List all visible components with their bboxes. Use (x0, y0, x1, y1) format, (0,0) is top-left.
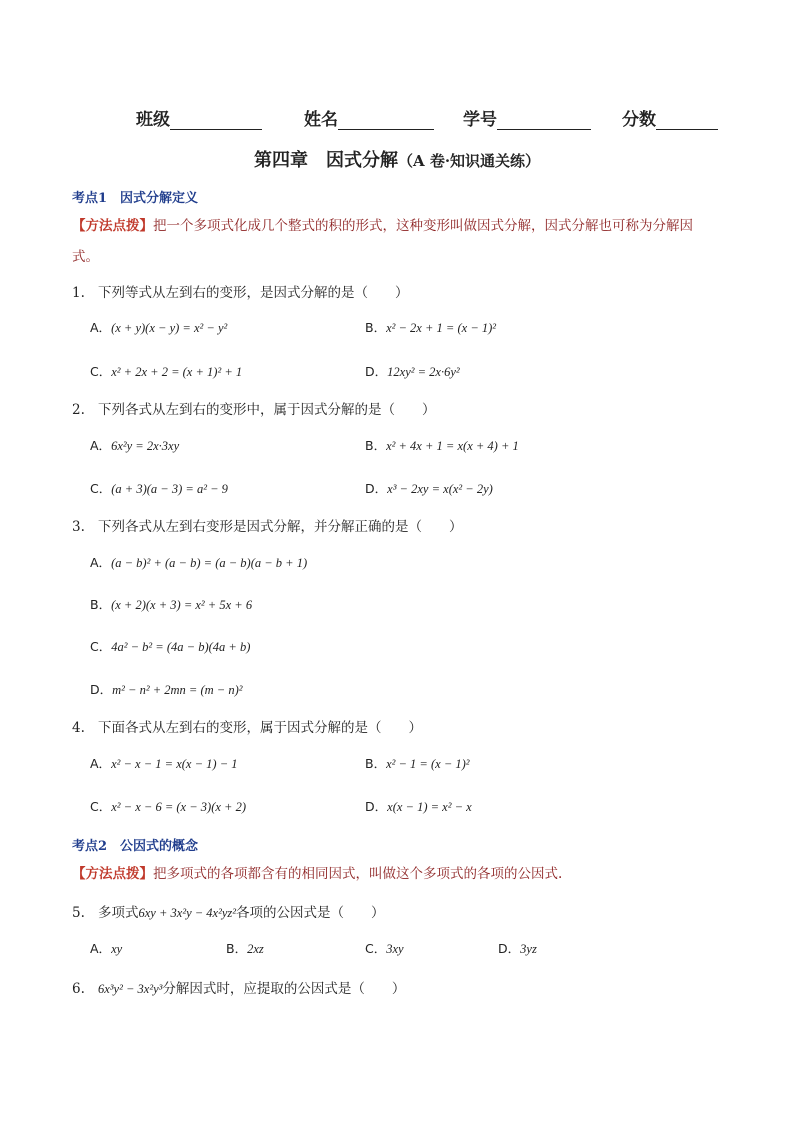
option-text: m² − n² + 2mn = (m − n)² (112, 683, 243, 697)
option-label: B． (365, 320, 387, 335)
q3-option-c[interactable] (90, 637, 250, 655)
option-label: C． (365, 941, 387, 956)
q1-option-c[interactable] (90, 362, 242, 380)
question-number: 3. (72, 519, 85, 535)
q4-option-c[interactable] (90, 797, 246, 815)
q2-option-c[interactable] (90, 479, 228, 497)
question-stem: 下列等式从左到右的变形，是因式分解的是（ ） (98, 285, 409, 301)
option-text: x² + 2x + 2 = (x + 1)² + 1 (111, 365, 243, 379)
tip-tag: 【方法点拨】 (72, 218, 153, 234)
option-text: 12xy² = 2x·6y² (387, 365, 460, 379)
question-number: 6. (72, 981, 85, 997)
option-label: C． (90, 799, 112, 814)
option-text: 3yz (520, 942, 537, 956)
score-field (622, 105, 718, 130)
question-number: 4. (72, 720, 85, 736)
id-label: 学号 (463, 110, 497, 130)
title-main: 第四章 因式分解 (253, 150, 398, 171)
question-stem-math: 6xy + 3x²y − 4x²yz² (138, 906, 237, 920)
option-text: 3xy (386, 942, 404, 956)
option-text: x(x − 1) = x² − x (387, 800, 472, 814)
q5-option-d[interactable] (498, 939, 537, 957)
q4-option-a[interactable] (90, 754, 238, 772)
option-label: D． (365, 481, 388, 496)
question-2 (72, 398, 436, 418)
option-label: A． (90, 320, 112, 335)
class-blank[interactable] (170, 111, 262, 130)
option-label: C． (90, 639, 112, 654)
question-3 (72, 515, 463, 535)
method-tip (72, 213, 693, 239)
tip-tag: 【方法点拨】 (72, 866, 153, 882)
section-heading: 考点1 因式分解定义 (72, 191, 199, 206)
method-tip-cont: 式。 (72, 249, 99, 265)
option-text: (x + y)(x − y) = x² − y² (111, 321, 228, 335)
option-label: D． (498, 941, 521, 956)
option-label: A． (90, 438, 112, 453)
question-stem: 下列各式从左到右变形是因式分解，并分解正确的是（ ） (98, 519, 463, 535)
option-label: D． (365, 364, 388, 379)
q3-option-a[interactable] (90, 553, 307, 571)
class-field (136, 105, 262, 130)
option-label: A． (90, 756, 112, 771)
title-sub: （A 卷·知识通关练） (397, 152, 541, 170)
option-text: 4a² − b² = (4a − b)(4a + b) (111, 640, 251, 654)
option-text: x² − 1 = (x − 1)² (386, 757, 470, 771)
name-blank[interactable] (338, 111, 434, 130)
question-stem-post: 各项的公因式是（ ） (236, 905, 385, 921)
section-heading: 考点2 公因式的概念 (72, 839, 199, 854)
question-stem-pre: 多项式 (98, 905, 139, 921)
option-label: D． (365, 799, 388, 814)
method-tip (72, 861, 562, 887)
score-blank[interactable] (656, 111, 718, 130)
question-6 (72, 977, 405, 997)
q5-option-a[interactable] (90, 939, 122, 957)
question-stem: 下面各式从左到右的变形，属于因式分解的是（ ） (98, 720, 422, 736)
question-stem: 下列各式从左到右的变形中，属于因式分解的是（ ） (98, 402, 436, 418)
option-label: B． (365, 756, 387, 771)
option-text: x³ − 2xy = x(x² − 2y) (387, 482, 493, 496)
option-text: (a − b)² + (a − b) = (a − b)(a − b + 1) (111, 556, 308, 570)
option-label: A． (90, 555, 112, 570)
tip-text: 把多项式的各项都含有的相同因式，叫做这个多项式的各项的公因式. (153, 866, 563, 882)
option-text: x² − x − 1 = x(x − 1) − 1 (111, 757, 238, 771)
option-text: x² − x − 6 = (x − 3)(x + 2) (111, 800, 246, 814)
q3-option-b[interactable] (90, 595, 252, 613)
option-text: (a + 3)(a − 3) = a² − 9 (111, 482, 228, 496)
q1-option-a[interactable] (90, 318, 227, 336)
question-number: 1. (72, 285, 85, 301)
option-label: B． (365, 438, 387, 453)
q1-option-b[interactable] (365, 318, 496, 336)
question-number: 2. (72, 402, 85, 418)
option-text: 2xz (247, 942, 264, 956)
option-label: D． (90, 682, 113, 697)
q4-option-d[interactable] (365, 797, 472, 815)
id-field (463, 105, 591, 130)
question-stem-post: 分解因式时，应提取的公因式是（ ） (162, 981, 406, 997)
option-text: xy (111, 942, 123, 956)
tip-text: 把一个多项式化成几个整式的积的形式，这种变形叫做因式分解，因式分解也可称为分解因 (153, 218, 693, 234)
name-label: 姓名 (304, 110, 338, 130)
q3-option-d[interactable] (90, 680, 243, 698)
question-5 (72, 901, 385, 921)
q5-option-c[interactable] (365, 939, 404, 957)
option-text: (x + 2)(x + 3) = x² + 5x + 6 (111, 598, 253, 612)
name-field (304, 105, 434, 130)
question-1 (72, 281, 409, 301)
score-label: 分数 (622, 110, 656, 130)
option-text: x² − 2x + 1 = (x − 1)² (386, 321, 497, 335)
q2-option-a[interactable] (90, 436, 179, 454)
option-label: C． (90, 481, 112, 496)
option-label: A． (90, 941, 112, 956)
q2-option-d[interactable] (365, 479, 493, 497)
page-title (0, 146, 794, 172)
question-4 (72, 716, 422, 736)
q1-option-d[interactable] (365, 362, 460, 380)
option-label: B． (90, 597, 112, 612)
q4-option-b[interactable] (365, 754, 470, 772)
option-label: C． (90, 364, 112, 379)
class-label: 班级 (136, 110, 170, 130)
question-number: 5. (72, 905, 85, 921)
question-stem-math: 6x³y² − 3x²y³ (98, 982, 163, 996)
option-label: B． (226, 941, 248, 956)
option-text: 6x²y = 2x·3xy (111, 439, 180, 453)
option-text: x² + 4x + 1 = x(x + 4) + 1 (386, 439, 519, 453)
q2-option-b[interactable] (365, 436, 519, 454)
q5-option-b[interactable] (226, 939, 264, 957)
id-blank[interactable] (497, 111, 591, 130)
